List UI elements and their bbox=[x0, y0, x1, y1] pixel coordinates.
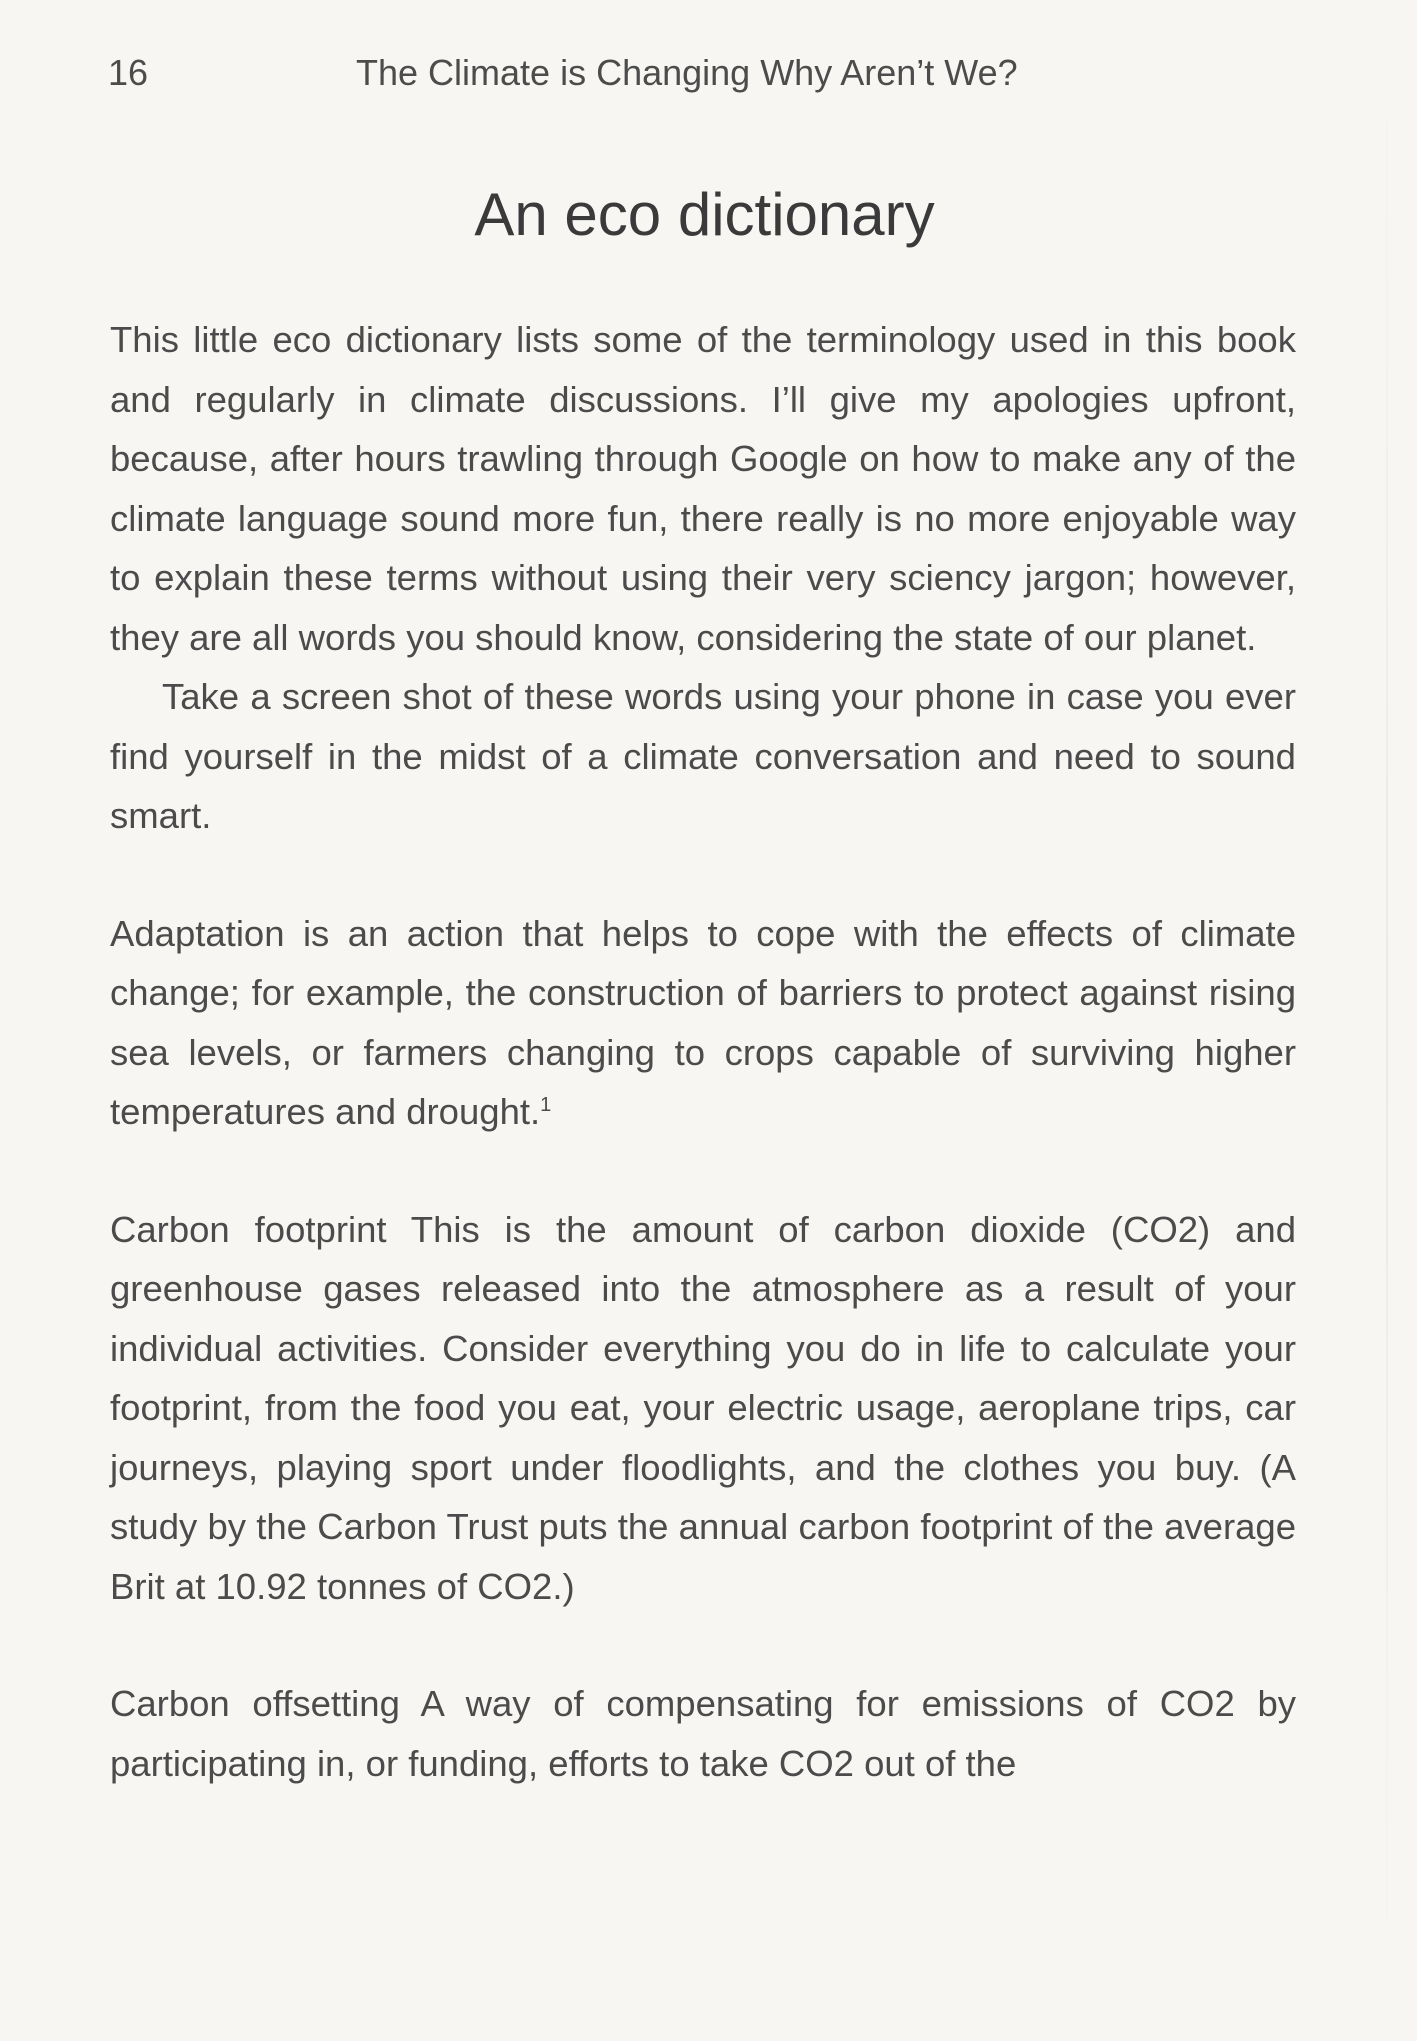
entry-term: Carbon offsetting bbox=[110, 1683, 400, 1724]
intro-paragraph-1: This little eco dictionary lists some of the terminology used in this book and regularly in climate discussions. I’ll give my apologies upfront, because, after hours trawling through Google on how to make any of the climate language sound more fun, there really is no more enjoyable way to explain these terms without using their very sciency jargon; however, they are all words you should know, considering the state of our planet. bbox=[110, 319, 1296, 658]
entry-definition: A way of compensating for emissions of CO2 by participating in, or funding, efforts to take CO2 out of the bbox=[110, 1683, 1296, 1784]
entry-term: Carbon footprint bbox=[110, 1208, 387, 1250]
entry-definition: is an action that helps to cope with the effects of climate change; for example, the construction of barriers to protect against rising sea levels, or farmers changing to crops capable of surviving higher temperatures and drought. bbox=[110, 912, 1296, 1132]
page-number: 16 bbox=[108, 52, 149, 93]
dictionary-entry-carbon-offsetting bbox=[110, 1674, 1296, 1793]
page-edge-shadow bbox=[1386, 0, 1388, 2041]
section-title bbox=[0, 180, 1417, 249]
footnote-marker: 1 bbox=[540, 1093, 552, 1116]
intro-paragraph-2: Take a screen shot of these words using your phone in case you ever find yourself in the midst of a climate conversation and need to sound smart. bbox=[110, 676, 1296, 836]
book-title: The Climate is Changing Why Aren’t We? bbox=[356, 52, 1018, 93]
entry-term: Adaptation bbox=[110, 912, 285, 954]
dictionary-entry-carbon-footprint bbox=[110, 1200, 1296, 1617]
section-title-text: An eco dictionary bbox=[474, 181, 935, 248]
dictionary-entry-adaptation bbox=[110, 904, 1296, 1142]
body-text bbox=[110, 310, 1296, 1793]
entry-definition: This is the amount of carbon dioxide (CO2) and greenhouse gases released into the atmosphere as a result of your individual activities. Consider everything you do in life to calculate your footprint, from the food you eat, your electric usage, aeroplane trips, car journeys, playing sport under floodlights, and the clothes you buy. (A study by the Carbon Trust puts the annual carbon footprint of the average Brit at 10.92 tonnes of CO2.) bbox=[110, 1208, 1296, 1607]
running-head bbox=[108, 52, 1108, 112]
